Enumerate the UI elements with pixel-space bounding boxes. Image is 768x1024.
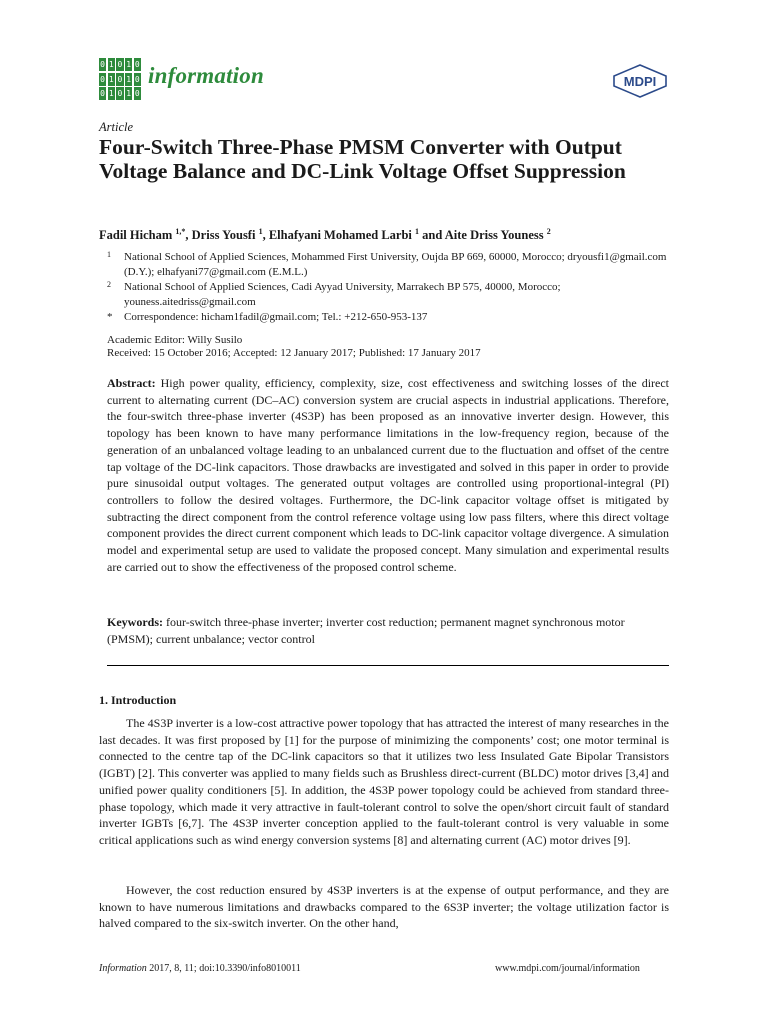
logo-bit: 0 — [134, 89, 140, 98]
logo-bit: 0 — [100, 60, 105, 69]
logo-bit: 0 — [100, 74, 105, 84]
author-name: Fadil Hicham — [99, 228, 173, 243]
keywords-text: four-switch three-phase inverter; inverter cost reduction; permanent magnet synchronous motor (PMSM); current unbalance; vector control — [107, 615, 625, 646]
author-name: Driss Yousfi — [191, 228, 256, 243]
footer-url[interactable]: www.mdpi.com/journal/information — [495, 963, 640, 974]
mdpi-logo-icon — [612, 64, 668, 98]
logo-bit: 1 — [126, 74, 132, 84]
author-affil-mark: 2 — [546, 227, 551, 236]
author-affil-mark: 1,* — [175, 227, 186, 236]
journal-name: information — [148, 63, 264, 88]
logo-bit: 0 — [100, 89, 105, 98]
logo-bit: 1 — [126, 60, 132, 69]
abstract-label: Abstract: — [107, 376, 156, 390]
author-name: Elhafyani Mohamed Larbi — [268, 228, 412, 243]
logo-bit: 1 — [108, 60, 114, 69]
paper-title: Four-Switch Three-Phase PMSM Converter with Output Voltage Balance and DC-Link Voltage Offset Suppression — [99, 135, 626, 183]
keywords — [107, 614, 669, 647]
footer-citation — [99, 963, 301, 974]
footer-citation-text: 2017, 8, 11; doi:10.3390/info8010011 — [149, 963, 301, 974]
article-type: Article — [99, 120, 134, 134]
abstract-text: High power quality, efficiency, complexity, size, cost effectiveness and switching losses of the direct current to alternating current (DC–AC) conversion system are crucial aspects in industrial applications. Therefore, the four-switch three-phase inverter (4S3P) has been proposed as an innovative inverter design. However, this topology has been known to have many performance limitations in the low-frequency region, because of the generation of an unbalanced voltage leading to an unbalanced current due to the fluctuation and offset of the centre tap voltage of the DC-link capacitors. Those drawbacks are investigated and solved in this paper in order to provide pure sinusoidal output voltages. The generated output voltages are controlled using proportional-integral (PI) controllers to follow the desired voltages. Furthermore, the DC-link capacitor voltage offset is mitigated by subtracting the direct component from the control reference voltage using low pass filters, where this direct voltage component provides the direct current component which leads to DC-link capacitor voltage divergence. A simulation model and experimental setup are used to validate the proposed concept. Many simulation and experimental results are carried out to show the effectiveness of the proposed control scheme. — [107, 376, 670, 574]
keywords-label: Keywords: — [107, 615, 163, 629]
journal-logo-icon — [99, 58, 143, 102]
logo-bit: 1 — [108, 89, 114, 98]
mdpi-logo-text: MDPI — [623, 74, 657, 89]
logo-bit: 0 — [117, 60, 123, 69]
affiliation-text: Correspondence: hicham1fadil@gmail.com; Tel.: +212-650-953-137 — [124, 311, 428, 323]
footer-journal: Information — [99, 963, 147, 974]
academic-editor: Academic Editor: Willy Susilo — [107, 334, 243, 346]
section-divider — [107, 665, 669, 666]
logo-bit: 0 — [117, 89, 123, 98]
logo-bit: 1 — [108, 74, 114, 84]
affiliation-number: 1 — [107, 250, 111, 259]
logo-bit: 1 — [126, 89, 132, 98]
body-paragraph: The 4S3P inverter is a low-cost attractive power topology that has attracted the interest of many researches in the last decades. It was first proposed by [1] for the purpose of minimizing the components’ cost; one motor terminal is connected to the centre tap of the DC-link capacitors so that it utilizes two less Insulated Gate Bipolar Transistors (IGBT) [2]. This converter was applied to many fields such as Brushless direct-current (BLDC) motor drives [3,4] and unified power quality conditioners [5]. In addition, the 4S3P power topology could be achieved from standard three-phase topology, which made it very attractive in fault-tolerant control to solve the open/short circuit fault of standard inverter IGBTs [6,7]. The 4S3P inverter conception applied to the fault-tolerant control is very valuable in some critical applications such as wind energy conversion systems [8] and alternating current (AC) motor drives [9]. — [99, 716, 669, 847]
section-heading: 1. Introduction — [99, 693, 177, 707]
affiliation-number: 2 — [107, 280, 111, 289]
affiliation-text: National School of Applied Sciences, Mohammed First University, Oujda BP 669, 60000, Morocco; dryousfi1@gmail.com (D.Y.); elhafyani77@gmail.com (E.M.L.) — [124, 251, 667, 278]
abstract — [107, 375, 669, 575]
logo-bit: 0 — [134, 74, 140, 84]
logo-bit: 0 — [134, 60, 140, 69]
affiliation-text: National School of Applied Sciences, Cadi Ayyad University, Marrakech BP 575, 40000, Morocco; youness.aitedriss@gmail.com — [124, 281, 561, 308]
author-list: Fadil Hicham $^{1,*}$, Driss Yousfi $^1$, Elhafyani Mohamed Larbi $^1$ and Aite Driss Youness $^2$ — [99, 227, 551, 243]
author-name: Aite Driss Youness — [444, 228, 544, 243]
author-affil-mark: 1 — [415, 227, 420, 236]
logo-bit: 0 — [117, 74, 123, 84]
affiliation-number: * — [107, 311, 113, 323]
body-paragraph: However, the cost reduction ensured by 4S3P inverters is at the expense of output performance, and they are known to have numerous limitations and drawbacks compared to the 6S3P inverter; the voltage utilization factor is halved compared to the six-switch inverter. On the other hand, — [99, 883, 669, 931]
author-affil-mark: 1 — [258, 227, 263, 236]
publication-dates: Received: 15 October 2016; Accepted: 12 January 2017; Published: 17 January 2017 — [107, 347, 481, 359]
